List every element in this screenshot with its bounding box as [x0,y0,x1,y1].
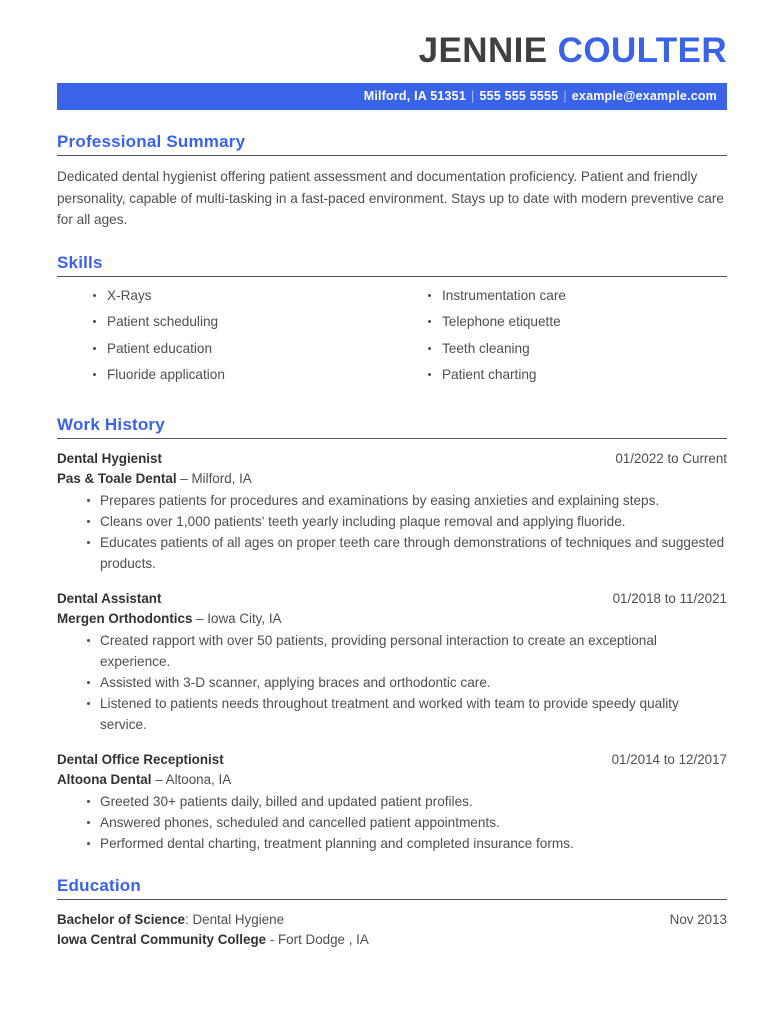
list-item: X-Rays [93,287,392,304]
section-work-history [57,415,727,854]
skills-columns [57,287,727,393]
contact-email[interactable]: example@example.com [571,89,717,103]
last-name: COULTER [557,31,727,70]
list-item: Performed dental charting, treatment planning and completed insurance forms. [87,833,727,854]
job-company-line [57,609,727,629]
skills-column-left [57,287,392,393]
candidate-name [57,30,727,72]
job-company-line [57,469,727,489]
job-location: – Milford, IA [180,470,252,486]
skills-list-right [392,287,727,384]
list-item: Created rapport with over 50 patients, providing personal interaction to create an exceptional experience. [87,630,727,672]
contact-separator-1: | [470,89,475,103]
job-company-line [57,770,727,790]
section-title-education: Education [57,875,141,895]
resume-header [0,0,784,72]
contact-location: Milford, IA 51351 [363,89,466,103]
list-item: Patient scheduling [93,313,392,330]
skills-column-right [392,287,727,393]
education-school-location: - Fort Dodge , IA [269,931,369,947]
job-bullets [57,791,727,854]
job-location: – Altoona, IA [155,771,232,787]
list-item: Assisted with 3-D scanner, applying braces and orthodontic care. [87,672,727,693]
job-location: – Iowa City, IA [196,610,282,626]
job-title: Dental Assistant [57,590,162,606]
work-entry-header [57,589,727,609]
list-item: Prepares patients for procedures and examinations by easing anxieties and explaining steps. [87,490,727,511]
list-item: Instrumentation care [428,287,727,304]
section-professional-summary [57,132,727,231]
job-date: 01/2018 to 11/2021 [612,590,727,606]
list-item: Patient charting [428,366,727,383]
education-school-line [57,930,727,950]
list-item: Listened to patients needs throughout treatment and worked with team to provide speedy quality service. [87,693,727,735]
work-entry [57,750,727,854]
job-company: Altoona Dental [57,771,152,787]
section-divider-work-history [57,438,727,439]
section-education [57,876,727,950]
list-item: Answered phones, scheduled and cancelled patient appointments. [87,812,727,833]
work-entry [57,589,727,735]
list-item: Teeth cleaning [428,340,727,357]
section-divider-summary [57,155,727,156]
education-school: Iowa Central Community College [57,931,267,947]
summary-text: Dedicated dental hygienist offering patient assessment and documentation proficiency. Patient and friendly personality, capable of multi-tasking in a fast-paced environment. Stays up to date with modern preventive care for all ages. [57,169,724,227]
education-degree: Bachelor of Science [57,911,186,927]
job-company: Mergen Orthodontics [57,610,193,626]
job-title: Dental Hygienist [57,450,162,466]
education-entry-header [57,910,727,930]
list-item: Fluoride application [93,366,392,383]
contact-separator-2: | [563,89,567,103]
skills-list-left [57,287,392,384]
work-entry-header [57,750,727,770]
contact-phone[interactable]: 555 555 5555 [479,89,559,103]
job-company: Pas & Toale Dental [57,470,177,486]
job-title: Dental Office Receptionist [57,751,224,767]
section-title-work-history: Work History [57,414,165,434]
education-degree-line [57,910,284,930]
first-name: JENNIE [418,31,548,70]
contact-bar [57,83,727,110]
list-item: Educates patients of all ages on proper teeth care through demonstrations of techniques and suggested products. [87,532,727,574]
education-field: : Dental Hygiene [185,911,285,927]
resume-content [0,132,784,950]
job-date: 01/2022 to Current [615,450,727,466]
job-bullets [57,490,727,574]
job-date: 01/2014 to 12/2017 [611,751,727,767]
section-title-skills: Skills [57,252,103,272]
section-title-summary: Professional Summary [57,132,246,151]
job-bullets [57,630,727,735]
section-divider-education [57,899,727,900]
section-divider-skills [57,276,727,277]
work-entry [57,449,727,574]
education-date: Nov 2013 [669,911,727,927]
list-item: Greeted 30+ patients daily, billed and updated patient profiles. [87,791,727,812]
work-entry-header [57,449,727,469]
section-skills [57,253,727,393]
list-item: Telephone etiquette [428,313,727,330]
list-item: Cleans over 1,000 patients' teeth yearly including plaque removal and applying fluoride. [87,511,727,532]
list-item: Patient education [93,340,392,357]
